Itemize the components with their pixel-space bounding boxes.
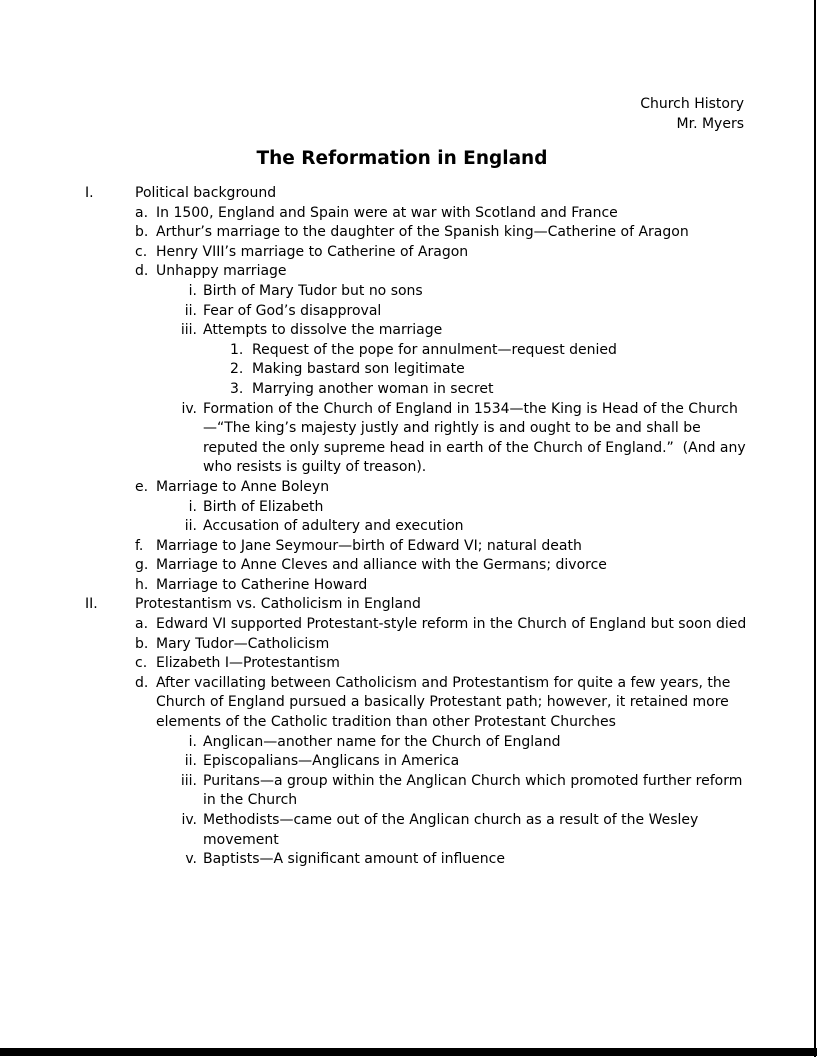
- outline-marker: d.: [135, 263, 149, 280]
- document-header: [0, 0, 817, 134]
- outline-text: Marriage to Jane Seymour—birth of Edward VI; natural death: [156, 537, 582, 554]
- outline-text: Making bastard son legitimate: [252, 361, 465, 378]
- outline-item-iv: [0, 811, 748, 850]
- outline-item-c: [0, 654, 748, 674]
- header-author: Mr. Myers: [676, 115, 744, 132]
- outline-text: Henry VIII’s marriage to Catherine of Aragon: [156, 243, 469, 260]
- outline-item-iii: [0, 321, 748, 341]
- outline-text: Accusation of adultery and execution: [203, 518, 464, 535]
- outline-text: In 1500, England and Spain were at war with Scotland and France: [156, 204, 618, 221]
- outline-marker: 3.: [230, 380, 244, 397]
- outline-text: Marrying another woman in secret: [252, 380, 494, 397]
- outline-item-i: [0, 733, 748, 753]
- outline-item-v: [0, 850, 748, 870]
- outline-item-c: [0, 243, 748, 263]
- outline-item-i: [0, 498, 748, 518]
- outline-marker: iii.: [180, 322, 197, 339]
- page-edge-right: [814, 0, 816, 1057]
- outline-item-2: [0, 360, 748, 380]
- outline-marker: 2.: [230, 361, 244, 378]
- outline-item-ii: [0, 752, 748, 772]
- outline-marker: a.: [135, 616, 149, 633]
- outline-marker: g.: [135, 557, 149, 574]
- outline: [0, 184, 817, 870]
- outline-text: Episcopalians—Anglicans in America: [203, 753, 460, 770]
- outline-text: Unhappy marriage: [156, 263, 287, 280]
- outline-item-d: [0, 262, 748, 282]
- outline-item-I: [0, 184, 748, 204]
- outline-marker: II.: [85, 596, 98, 613]
- outline-item-b: [0, 223, 748, 243]
- outline-marker: f.: [135, 537, 144, 554]
- outline-item-f: [0, 537, 748, 557]
- outline-text: Marriage to Catherine Howard: [156, 576, 368, 593]
- outline-marker: e.: [135, 478, 149, 495]
- outline-item-b: [0, 635, 748, 655]
- outline-marker: ii.: [184, 753, 197, 770]
- outline-marker: b.: [135, 635, 149, 652]
- outline-marker: a.: [135, 204, 149, 221]
- outline-item-iii: [0, 772, 748, 811]
- outline-text: Political background: [135, 185, 277, 201]
- outline-text: Edward VI supported Protestant-style reform in the Church of England but soon died: [156, 616, 747, 633]
- outline-marker: iv.: [181, 812, 197, 828]
- outline-text: Puritans—a group within the Anglican Church which promoted further reform in the Church: [203, 772, 747, 809]
- outline-item-d: [0, 674, 748, 733]
- outline-item-ii: [0, 302, 748, 322]
- outline-text: Elizabeth I—Protestantism: [156, 655, 340, 672]
- outline-marker: h.: [135, 576, 149, 593]
- outline-marker: ii.: [184, 302, 197, 319]
- outline-item-i: [0, 282, 748, 302]
- outline-marker: 1.: [230, 341, 244, 358]
- outline-marker: ii.: [184, 518, 197, 535]
- outline-marker: iv.: [181, 400, 197, 417]
- outline-marker: i.: [188, 733, 197, 750]
- outline-marker: v.: [185, 851, 197, 868]
- outline-marker: d.: [135, 674, 149, 691]
- outline-marker: b.: [135, 224, 149, 241]
- outline-item-II: [0, 595, 748, 615]
- outline-item-3: [0, 380, 748, 400]
- outline-marker: i.: [188, 498, 197, 515]
- outline-text: Fear of God’s disapproval: [203, 302, 382, 319]
- outline-item-h: [0, 576, 748, 596]
- outline-text: Arthur’s marriage to the daughter of the Spanish king—Catherine of Aragon: [156, 224, 689, 241]
- outline-marker: c.: [135, 243, 148, 260]
- outline-text: Marriage to Anne Cleves and alliance with the Germans; divorce: [156, 557, 607, 574]
- outline-item-a: [0, 204, 748, 224]
- header-course: Church History: [640, 96, 744, 112]
- page-title: The Reformation in England: [256, 148, 548, 169]
- outline-item-ii: [0, 517, 748, 537]
- outline-item-1: [0, 341, 748, 361]
- outline-item-g: [0, 556, 748, 576]
- outline-item-a: [0, 615, 748, 635]
- outline-text: After vacillating between Catholicism and Protestantism for quite a few years, the Church of England pursued a basically Protestant path; however, it retained more elements of the Catholic tradition than other Protestant Churches: [156, 674, 735, 731]
- outline-text: Protestantism vs. Catholicism in England: [135, 596, 421, 613]
- outline-text: Birth of Mary Tudor but no sons: [203, 282, 423, 299]
- outline-text: Attempts to dissolve the marriage: [203, 322, 443, 339]
- outline-text: Marriage to Anne Boleyn: [156, 478, 330, 495]
- outline-text: Baptists—A significant amount of influence: [203, 851, 505, 868]
- outline-marker: I.: [85, 185, 94, 201]
- outline-text: Methodists—came out of the Anglican church as a result of the Wesley movement: [203, 812, 703, 848]
- outline-marker: c.: [135, 655, 148, 672]
- outline-text: Birth of Elizabeth: [203, 498, 324, 515]
- outline-text: Formation of the Church of England in 1534—the King is Head of the Church—“The king’s majesty justly and rightly is and ought to be and shall be reputed the only supreme head in earth of the Church of England.” (And any who resists is guilty of treason).: [203, 400, 751, 476]
- outline-item-e: [0, 478, 748, 498]
- outline-text: Mary Tudor—Catholicism: [156, 635, 330, 652]
- outline-item-iv: [0, 400, 751, 478]
- outline-text: Request of the pope for annulment—request denied: [252, 341, 617, 358]
- outline-marker: iii.: [180, 772, 197, 789]
- outline-text: Anglican—another name for the Church of England: [203, 733, 561, 750]
- outline-marker: i.: [188, 282, 197, 299]
- page-edge-bottom: [0, 1048, 817, 1056]
